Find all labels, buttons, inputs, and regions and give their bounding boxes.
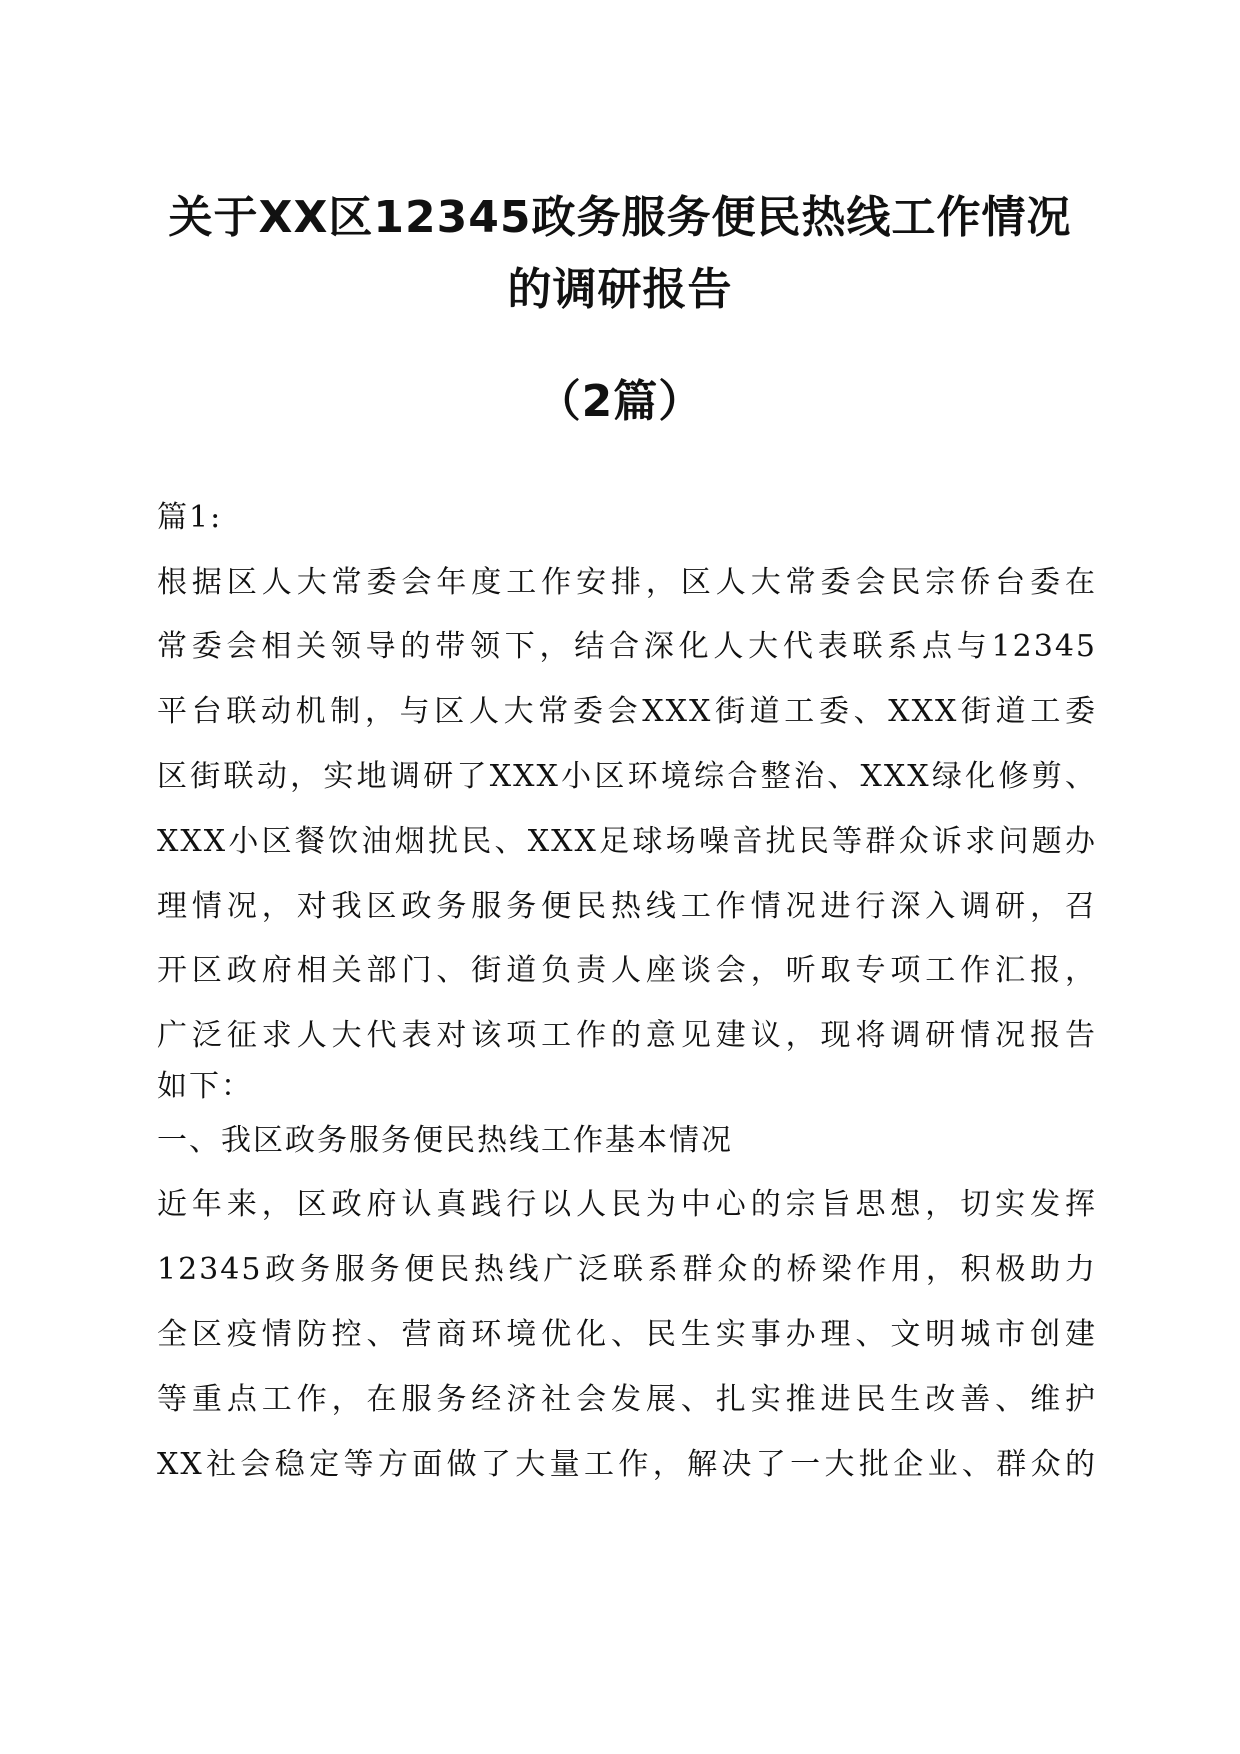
- paragraph-1-line: 广泛征求人大代表对该项工作的意见建议，现将调研情况报告: [157, 1018, 1097, 1053]
- paragraph-1-line: 开区政府相关部门、街道负责人座谈会，听取专项工作汇报，: [157, 953, 1097, 988]
- paragraph-1-line: XXX小区餐饮油烟扰民、XXX足球场噪音扰民等群众诉求问题办: [157, 824, 1097, 859]
- document-title-line-2: 的调研报告: [507, 264, 733, 315]
- paragraph-1-line: 区街联动，实地调研了XXX小区环境综合整治、XXX绿化修剪、: [157, 759, 1097, 794]
- paragraph-1-line: 理情况，对我区政务服务便民热线工作情况进行深入调研，召: [157, 889, 1097, 924]
- paragraph-2-line: 等重点工作，在服务经济社会发展、扎实推进民生改善、维护: [157, 1382, 1097, 1417]
- section-heading-1: 一、我区政务服务便民热线工作基本情况: [157, 1123, 733, 1158]
- paragraph-1-line: 根据区人大常委会年度工作安排，区人大常委会民宗侨台委在: [157, 565, 1097, 600]
- paragraph-1-line: 常委会相关领导的带领下，结合深化人大代表联系点与12345: [157, 629, 1097, 664]
- paragraph-2-line: XX社会稳定等方面做了大量工作，解决了一大批企业、群众的: [157, 1447, 1097, 1482]
- paragraph-1-line: 平台联动机制，与区人大常委会XXX街道工委、XXX街道工委: [157, 694, 1097, 729]
- paragraph-2-line: 12345政务服务便民热线广泛联系群众的桥梁作用，积极助力: [157, 1252, 1097, 1287]
- document-title-count: （2篇）: [536, 376, 704, 427]
- paragraph-1-line: 如下：: [157, 1069, 253, 1104]
- paragraph-2-line: 近年来，区政府认真践行以人民为中心的宗旨思想，切实发挥: [157, 1187, 1097, 1222]
- section-label: 篇1:: [157, 500, 223, 535]
- document-title-line-1: 关于XX区12345政务服务便民热线工作情况: [168, 192, 1072, 243]
- paragraph-2-line: 全区疫情防控、营商环境优化、民生实事办理、文明城市创建: [157, 1317, 1097, 1352]
